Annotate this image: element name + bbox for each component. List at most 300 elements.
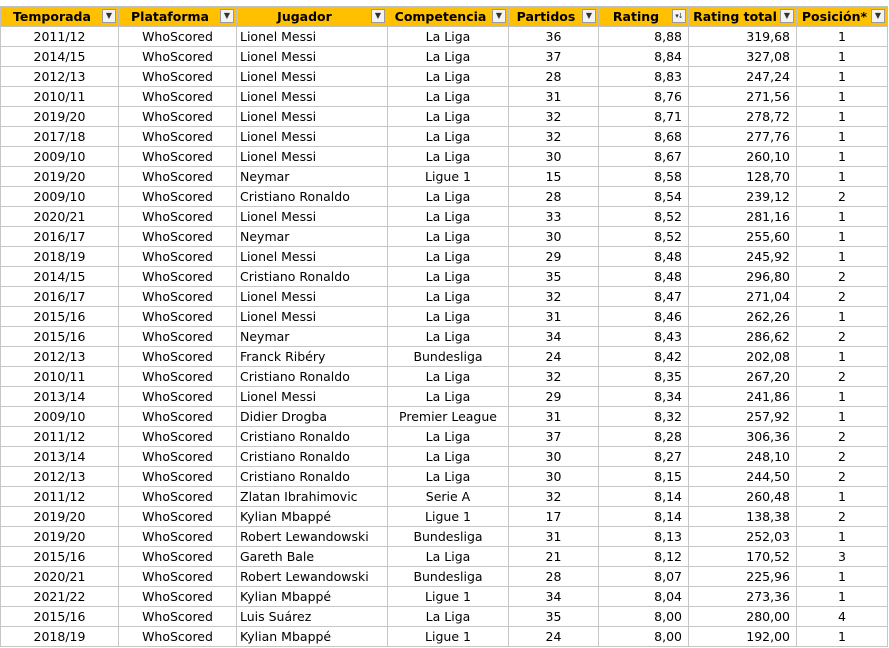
cell-jugador[interactable]: Zlatan Ibrahimovic xyxy=(237,487,388,507)
table-row xyxy=(1,387,888,407)
cell-temporada[interactable]: 2012/13 xyxy=(1,347,119,367)
header-rating-total xyxy=(689,7,797,27)
table-row xyxy=(1,567,888,587)
cell-jugador[interactable]: Kylian Mbappé xyxy=(237,627,388,647)
cell-rating[interactable]: 8,34 xyxy=(599,387,689,407)
cell-partidos[interactable]: 30 xyxy=(509,227,599,247)
cell-jugador[interactable]: Kylian Mbappé xyxy=(237,587,388,607)
cell-plataforma[interactable]: WhoScored xyxy=(119,207,237,227)
cell-competencia[interactable]: Bundesliga xyxy=(388,527,509,547)
cell-temporada[interactable]: 2019/20 xyxy=(1,507,119,527)
cell-rating-total[interactable]: 252,03 xyxy=(689,527,797,547)
cell-temporada[interactable]: 2015/16 xyxy=(1,307,119,327)
cell-jugador[interactable]: Cristiano Ronaldo xyxy=(237,367,388,387)
cell-rating[interactable]: 8,42 xyxy=(599,347,689,367)
cell-rating[interactable]: 8,47 xyxy=(599,287,689,307)
cell-rating-total[interactable]: 241,86 xyxy=(689,387,797,407)
cell-rating-total[interactable]: 286,62 xyxy=(689,327,797,347)
cell-jugador[interactable]: Cristiano Ronaldo xyxy=(237,267,388,287)
cell-jugador[interactable]: Franck Ribéry xyxy=(237,347,388,367)
cell-posicion[interactable]: 1 xyxy=(797,307,888,327)
cell-plataforma[interactable]: WhoScored xyxy=(119,247,237,267)
cell-plataforma[interactable]: WhoScored xyxy=(119,607,237,627)
cell-plataforma[interactable]: WhoScored xyxy=(119,107,237,127)
cell-competencia[interactable]: Serie A xyxy=(388,487,509,507)
cell-temporada[interactable]: 2016/17 xyxy=(1,227,119,247)
cell-jugador[interactable]: Robert Lewandowski xyxy=(237,527,388,547)
cell-rating[interactable]: 8,48 xyxy=(599,267,689,287)
cell-rating-total[interactable]: 244,50 xyxy=(689,467,797,487)
cell-partidos[interactable]: 32 xyxy=(509,487,599,507)
cell-rating[interactable]: 8,14 xyxy=(599,487,689,507)
cell-posicion[interactable]: 1 xyxy=(797,67,888,87)
cell-posicion[interactable]: 2 xyxy=(797,427,888,447)
cell-competencia[interactable]: La Liga xyxy=(388,147,509,167)
cell-rating-total[interactable]: 327,08 xyxy=(689,47,797,67)
cell-plataforma[interactable]: WhoScored xyxy=(119,167,237,187)
cell-partidos[interactable]: 31 xyxy=(509,307,599,327)
cell-competencia[interactable]: Bundesliga xyxy=(388,567,509,587)
cell-jugador[interactable]: Neymar xyxy=(237,167,388,187)
table-row xyxy=(1,407,888,427)
cell-partidos[interactable]: 29 xyxy=(509,387,599,407)
cell-competencia[interactable]: La Liga xyxy=(388,447,509,467)
cell-rating-total[interactable]: 271,04 xyxy=(689,287,797,307)
cell-jugador[interactable]: Lionel Messi xyxy=(237,27,388,47)
dropdown-arrow-icon[interactable]: ▼ xyxy=(492,9,506,23)
cell-jugador[interactable]: Robert Lewandowski xyxy=(237,567,388,587)
cell-competencia[interactable]: La Liga xyxy=(388,67,509,87)
cell-competencia[interactable]: La Liga xyxy=(388,87,509,107)
cell-temporada[interactable]: 2010/11 xyxy=(1,87,119,107)
cell-rating[interactable]: 8,14 xyxy=(599,507,689,527)
cell-partidos[interactable]: 30 xyxy=(509,447,599,467)
cell-posicion[interactable]: 1 xyxy=(797,147,888,167)
table-row xyxy=(1,627,888,647)
sort-descending-filter-icon[interactable]: ▾↓ xyxy=(672,9,686,23)
cell-plataforma[interactable]: WhoScored xyxy=(119,447,237,467)
cell-temporada[interactable]: 2011/12 xyxy=(1,487,119,507)
cell-temporada[interactable]: 2021/22 xyxy=(1,587,119,607)
cell-partidos[interactable]: 30 xyxy=(509,467,599,487)
cell-competencia[interactable]: La Liga xyxy=(388,207,509,227)
cell-jugador[interactable]: Cristiano Ronaldo xyxy=(237,187,388,207)
cell-competencia[interactable]: Ligue 1 xyxy=(388,587,509,607)
cell-temporada[interactable]: 2020/21 xyxy=(1,207,119,227)
cell-competencia[interactable]: Bundesliga xyxy=(388,347,509,367)
cell-temporada[interactable]: 2011/12 xyxy=(1,427,119,447)
header-label: Rating total xyxy=(693,9,777,24)
cell-plataforma[interactable]: WhoScored xyxy=(119,367,237,387)
cell-posicion[interactable]: 1 xyxy=(797,167,888,187)
cell-posicion[interactable]: 1 xyxy=(797,347,888,367)
cell-rating[interactable]: 8,46 xyxy=(599,307,689,327)
cell-partidos[interactable]: 31 xyxy=(509,87,599,107)
cell-posicion[interactable]: 1 xyxy=(797,587,888,607)
cell-plataforma[interactable]: WhoScored xyxy=(119,127,237,147)
table-row xyxy=(1,67,888,87)
cell-rating-total[interactable]: 202,08 xyxy=(689,347,797,367)
cell-competencia[interactable]: Ligue 1 xyxy=(388,627,509,647)
cell-jugador[interactable]: Kylian Mbappé xyxy=(237,507,388,527)
table-row xyxy=(1,247,888,267)
dropdown-arrow-icon[interactable]: ▼ xyxy=(871,9,885,23)
cell-competencia[interactable]: La Liga xyxy=(388,307,509,327)
cell-rating-total[interactable]: 260,10 xyxy=(689,147,797,167)
cell-plataforma[interactable]: WhoScored xyxy=(119,627,237,647)
cell-posicion[interactable]: 1 xyxy=(797,387,888,407)
table-row xyxy=(1,167,888,187)
cell-jugador[interactable]: Luis Suárez xyxy=(237,607,388,627)
cell-posicion[interactable]: 3 xyxy=(797,547,888,567)
header-label: Jugador xyxy=(277,9,332,24)
header-row xyxy=(1,7,888,27)
cell-temporada[interactable]: 2009/10 xyxy=(1,407,119,427)
cell-posicion[interactable]: 1 xyxy=(797,407,888,427)
cell-plataforma[interactable]: WhoScored xyxy=(119,87,237,107)
header-partidos xyxy=(509,7,599,27)
cell-partidos[interactable]: 24 xyxy=(509,627,599,647)
cell-rating-total[interactable]: 267,20 xyxy=(689,367,797,387)
cell-competencia[interactable]: La Liga xyxy=(388,607,509,627)
cell-temporada[interactable]: 2014/15 xyxy=(1,267,119,287)
cell-rating[interactable]: 8,54 xyxy=(599,187,689,207)
cell-partidos[interactable]: 35 xyxy=(509,267,599,287)
cell-competencia[interactable]: Ligue 1 xyxy=(388,167,509,187)
cell-rating[interactable]: 8,07 xyxy=(599,567,689,587)
cell-partidos[interactable]: 36 xyxy=(509,27,599,47)
cell-partidos[interactable]: 35 xyxy=(509,607,599,627)
cell-rating-total[interactable]: 257,92 xyxy=(689,407,797,427)
cell-jugador[interactable]: Gareth Bale xyxy=(237,547,388,567)
cell-plataforma[interactable]: WhoScored xyxy=(119,187,237,207)
table-row xyxy=(1,427,888,447)
cell-rating[interactable]: 8,43 xyxy=(599,327,689,347)
table-row xyxy=(1,107,888,127)
cell-rating-total[interactable]: 280,00 xyxy=(689,607,797,627)
cell-posicion[interactable]: 2 xyxy=(797,287,888,307)
cell-posicion[interactable]: 1 xyxy=(797,527,888,547)
table-row xyxy=(1,487,888,507)
header-posicion xyxy=(797,7,888,27)
cell-posicion[interactable]: 2 xyxy=(797,327,888,347)
cell-posicion[interactable]: 1 xyxy=(797,207,888,227)
cell-rating-total[interactable]: 225,96 xyxy=(689,567,797,587)
table-row xyxy=(1,207,888,227)
cell-competencia[interactable]: La Liga xyxy=(388,287,509,307)
cell-rating-total[interactable]: 306,36 xyxy=(689,427,797,447)
cell-temporada[interactable]: 2019/20 xyxy=(1,527,119,547)
cell-jugador[interactable]: Neymar xyxy=(237,327,388,347)
cell-posicion[interactable]: 2 xyxy=(797,467,888,487)
cell-partidos[interactable]: 28 xyxy=(509,567,599,587)
cell-rating[interactable]: 8,48 xyxy=(599,247,689,267)
cell-jugador[interactable]: Lionel Messi xyxy=(237,67,388,87)
cell-plataforma[interactable]: WhoScored xyxy=(119,527,237,547)
cell-temporada[interactable]: 2012/13 xyxy=(1,67,119,87)
cell-partidos[interactable]: 30 xyxy=(509,147,599,167)
cell-temporada[interactable]: 2009/10 xyxy=(1,147,119,167)
cell-partidos[interactable]: 32 xyxy=(509,107,599,127)
cell-plataforma[interactable]: WhoScored xyxy=(119,347,237,367)
cell-competencia[interactable]: La Liga xyxy=(388,427,509,447)
cell-temporada[interactable]: 2015/16 xyxy=(1,327,119,347)
cell-plataforma[interactable]: WhoScored xyxy=(119,427,237,447)
cell-jugador[interactable]: Lionel Messi xyxy=(237,387,388,407)
cell-partidos[interactable]: 37 xyxy=(509,427,599,447)
cell-temporada[interactable]: 2011/12 xyxy=(1,27,119,47)
cell-rating[interactable]: 8,76 xyxy=(599,87,689,107)
cell-partidos[interactable]: 34 xyxy=(509,327,599,347)
cell-rating[interactable]: 8,32 xyxy=(599,407,689,427)
header-temporada xyxy=(1,7,119,27)
cell-rating-total[interactable]: 170,52 xyxy=(689,547,797,567)
cell-jugador[interactable]: Cristiano Ronaldo xyxy=(237,447,388,467)
cell-rating[interactable]: 8,68 xyxy=(599,127,689,147)
dropdown-arrow-icon[interactable]: ▼ xyxy=(102,9,116,23)
cell-temporada[interactable]: 2018/19 xyxy=(1,627,119,647)
cell-rating-total[interactable]: 255,60 xyxy=(689,227,797,247)
cell-jugador[interactable]: Lionel Messi xyxy=(237,307,388,327)
cell-partidos[interactable]: 24 xyxy=(509,347,599,367)
cell-posicion[interactable]: 2 xyxy=(797,267,888,287)
cell-plataforma[interactable]: WhoScored xyxy=(119,387,237,407)
table-row xyxy=(1,347,888,367)
cell-rating[interactable]: 8,00 xyxy=(599,607,689,627)
header-label: Partidos xyxy=(516,9,576,24)
table-row xyxy=(1,507,888,527)
cell-rating[interactable]: 8,52 xyxy=(599,227,689,247)
table-row xyxy=(1,307,888,327)
cell-jugador[interactable]: Didier Drogba xyxy=(237,407,388,427)
cell-partidos[interactable]: 28 xyxy=(509,67,599,87)
cell-rating-total[interactable]: 245,92 xyxy=(689,247,797,267)
cell-posicion[interactable]: 2 xyxy=(797,447,888,467)
table-row xyxy=(1,547,888,567)
cell-competencia[interactable]: La Liga xyxy=(388,47,509,67)
cell-rating[interactable]: 8,52 xyxy=(599,207,689,227)
cell-temporada[interactable]: 2010/11 xyxy=(1,367,119,387)
cell-rating[interactable]: 8,84 xyxy=(599,47,689,67)
cell-jugador[interactable]: Lionel Messi xyxy=(237,147,388,167)
cell-rating-total[interactable]: 296,80 xyxy=(689,267,797,287)
table-row xyxy=(1,287,888,307)
header-label: Temporada xyxy=(13,9,91,24)
cell-jugador[interactable]: Lionel Messi xyxy=(237,107,388,127)
cell-plataforma[interactable]: WhoScored xyxy=(119,507,237,527)
cell-competencia[interactable]: Ligue 1 xyxy=(388,507,509,527)
cell-plataforma[interactable]: WhoScored xyxy=(119,467,237,487)
cell-temporada[interactable]: 2015/16 xyxy=(1,607,119,627)
cell-rating[interactable]: 8,83 xyxy=(599,67,689,87)
cell-temporada[interactable]: 2020/21 xyxy=(1,567,119,587)
cell-temporada[interactable]: 2015/16 xyxy=(1,547,119,567)
cell-plataforma[interactable]: WhoScored xyxy=(119,67,237,87)
cell-partidos[interactable]: 33 xyxy=(509,207,599,227)
cell-rating[interactable]: 8,13 xyxy=(599,527,689,547)
cell-posicion[interactable]: 1 xyxy=(797,47,888,67)
dropdown-arrow-icon[interactable]: ▼ xyxy=(582,9,596,23)
cell-partidos[interactable]: 29 xyxy=(509,247,599,267)
header-plataforma xyxy=(119,7,237,27)
cell-posicion[interactable]: 1 xyxy=(797,27,888,47)
cell-plataforma[interactable]: WhoScored xyxy=(119,307,237,327)
cell-jugador[interactable]: Lionel Messi xyxy=(237,127,388,147)
table-row xyxy=(1,227,888,247)
cell-posicion[interactable]: 1 xyxy=(797,487,888,507)
cell-posicion[interactable]: 1 xyxy=(797,87,888,107)
cell-rating-total[interactable]: 138,38 xyxy=(689,507,797,527)
cell-rating-total[interactable]: 271,56 xyxy=(689,87,797,107)
table-row xyxy=(1,447,888,467)
cell-partidos[interactable]: 31 xyxy=(509,407,599,427)
cell-rating-total[interactable]: 273,36 xyxy=(689,587,797,607)
cell-temporada[interactable]: 2013/14 xyxy=(1,447,119,467)
cell-temporada[interactable]: 2012/13 xyxy=(1,467,119,487)
cell-plataforma[interactable]: WhoScored xyxy=(119,567,237,587)
cell-plataforma[interactable]: WhoScored xyxy=(119,327,237,347)
cell-competencia[interactable]: La Liga xyxy=(388,327,509,347)
cell-posicion[interactable]: 1 xyxy=(797,627,888,647)
cell-jugador[interactable]: Lionel Messi xyxy=(237,207,388,227)
cell-posicion[interactable]: 2 xyxy=(797,507,888,527)
dropdown-arrow-icon[interactable]: ▼ xyxy=(780,9,794,23)
cell-jugador[interactable]: Neymar xyxy=(237,227,388,247)
cell-temporada[interactable]: 2019/20 xyxy=(1,107,119,127)
cell-rating-total[interactable]: 192,00 xyxy=(689,627,797,647)
cell-rating-total[interactable]: 247,24 xyxy=(689,67,797,87)
cell-rating-total[interactable]: 278,72 xyxy=(689,107,797,127)
dropdown-arrow-icon[interactable]: ▼ xyxy=(220,9,234,23)
cell-temporada[interactable]: 2014/15 xyxy=(1,47,119,67)
cell-plataforma[interactable]: WhoScored xyxy=(119,287,237,307)
cell-plataforma[interactable]: WhoScored xyxy=(119,547,237,567)
cell-rating[interactable]: 8,04 xyxy=(599,587,689,607)
cell-rating[interactable]: 8,27 xyxy=(599,447,689,467)
cell-jugador[interactable]: Lionel Messi xyxy=(237,247,388,267)
cell-partidos[interactable]: 34 xyxy=(509,587,599,607)
cell-partidos[interactable]: 31 xyxy=(509,527,599,547)
cell-rating-total[interactable]: 248,10 xyxy=(689,447,797,467)
cell-rating-total[interactable]: 260,48 xyxy=(689,487,797,507)
cell-temporada[interactable]: 2017/18 xyxy=(1,127,119,147)
cell-partidos[interactable]: 21 xyxy=(509,547,599,567)
header-label: Competencia xyxy=(394,9,487,24)
cell-posicion[interactable]: 2 xyxy=(797,367,888,387)
header-label: Rating xyxy=(612,9,660,24)
header-rating xyxy=(599,7,689,27)
cell-plataforma[interactable]: WhoScored xyxy=(119,47,237,67)
cell-temporada[interactable]: 2009/10 xyxy=(1,187,119,207)
cell-posicion[interactable]: 4 xyxy=(797,607,888,627)
cell-rating-total[interactable]: 262,26 xyxy=(689,307,797,327)
cell-jugador[interactable]: Cristiano Ronaldo xyxy=(237,427,388,447)
cell-plataforma[interactable]: WhoScored xyxy=(119,407,237,427)
table-row xyxy=(1,87,888,107)
header-jugador xyxy=(237,7,388,27)
cell-temporada[interactable]: 2019/20 xyxy=(1,167,119,187)
cell-posicion[interactable]: 1 xyxy=(797,127,888,147)
table-row xyxy=(1,187,888,207)
cell-rating[interactable]: 8,12 xyxy=(599,547,689,567)
cell-competencia[interactable]: La Liga xyxy=(388,247,509,267)
table-row xyxy=(1,27,888,47)
spreadsheet-table xyxy=(0,6,888,647)
cell-competencia[interactable]: La Liga xyxy=(388,27,509,47)
cell-temporada[interactable]: 2018/19 xyxy=(1,247,119,267)
table-row xyxy=(1,147,888,167)
cell-competencia[interactable]: La Liga xyxy=(388,267,509,287)
table-row xyxy=(1,587,888,607)
table-row xyxy=(1,527,888,547)
table-row xyxy=(1,607,888,627)
cell-rating[interactable]: 8,71 xyxy=(599,107,689,127)
cell-posicion[interactable]: 1 xyxy=(797,567,888,587)
cell-temporada[interactable]: 2013/14 xyxy=(1,387,119,407)
cell-rating[interactable]: 8,00 xyxy=(599,627,689,647)
table-row xyxy=(1,267,888,287)
cell-competencia[interactable]: La Liga xyxy=(388,227,509,247)
cell-posicion[interactable]: 1 xyxy=(797,227,888,247)
table-row xyxy=(1,467,888,487)
cell-partidos[interactable]: 32 xyxy=(509,287,599,307)
cell-rating[interactable]: 8,58 xyxy=(599,167,689,187)
cell-competencia[interactable]: La Liga xyxy=(388,387,509,407)
cell-jugador[interactable]: Lionel Messi xyxy=(237,87,388,107)
table-row xyxy=(1,47,888,67)
cell-posicion[interactable]: 1 xyxy=(797,247,888,267)
cell-jugador[interactable]: Cristiano Ronaldo xyxy=(237,467,388,487)
cell-partidos[interactable]: 32 xyxy=(509,127,599,147)
cell-competencia[interactable]: La Liga xyxy=(388,187,509,207)
cell-partidos[interactable]: 28 xyxy=(509,187,599,207)
header-label: Posición* xyxy=(801,9,868,24)
cell-partidos[interactable]: 15 xyxy=(509,167,599,187)
dropdown-arrow-icon[interactable]: ▼ xyxy=(371,9,385,23)
cell-competencia[interactable]: Premier League xyxy=(388,407,509,427)
cell-rating-total[interactable]: 277,76 xyxy=(689,127,797,147)
cell-jugador[interactable]: Lionel Messi xyxy=(237,47,388,67)
cell-temporada[interactable]: 2016/17 xyxy=(1,287,119,307)
cell-plataforma[interactable]: WhoScored xyxy=(119,227,237,247)
cell-rating-total[interactable]: 239,12 xyxy=(689,187,797,207)
cell-rating[interactable]: 8,15 xyxy=(599,467,689,487)
cell-plataforma[interactable]: WhoScored xyxy=(119,27,237,47)
cell-partidos[interactable]: 37 xyxy=(509,47,599,67)
cell-competencia[interactable]: La Liga xyxy=(388,107,509,127)
cell-plataforma[interactable]: WhoScored xyxy=(119,147,237,167)
cell-rating[interactable]: 8,88 xyxy=(599,27,689,47)
cell-plataforma[interactable]: WhoScored xyxy=(119,267,237,287)
cell-rating-total[interactable]: 281,16 xyxy=(689,207,797,227)
cell-competencia[interactable]: La Liga xyxy=(388,467,509,487)
cell-competencia[interactable]: La Liga xyxy=(388,127,509,147)
cell-jugador[interactable]: Lionel Messi xyxy=(237,287,388,307)
cell-posicion[interactable]: 1 xyxy=(797,107,888,127)
cell-partidos[interactable]: 32 xyxy=(509,367,599,387)
cell-plataforma[interactable]: WhoScored xyxy=(119,587,237,607)
cell-partidos[interactable]: 17 xyxy=(509,507,599,527)
cell-posicion[interactable]: 2 xyxy=(797,187,888,207)
cell-rating[interactable]: 8,28 xyxy=(599,427,689,447)
cell-rating[interactable]: 8,67 xyxy=(599,147,689,167)
cell-competencia[interactable]: La Liga xyxy=(388,367,509,387)
cell-rating-total[interactable]: 319,68 xyxy=(689,27,797,47)
cell-rating[interactable]: 8,35 xyxy=(599,367,689,387)
cell-rating-total[interactable]: 128,70 xyxy=(689,167,797,187)
cell-competencia[interactable]: La Liga xyxy=(388,547,509,567)
cell-plataforma[interactable]: WhoScored xyxy=(119,487,237,507)
